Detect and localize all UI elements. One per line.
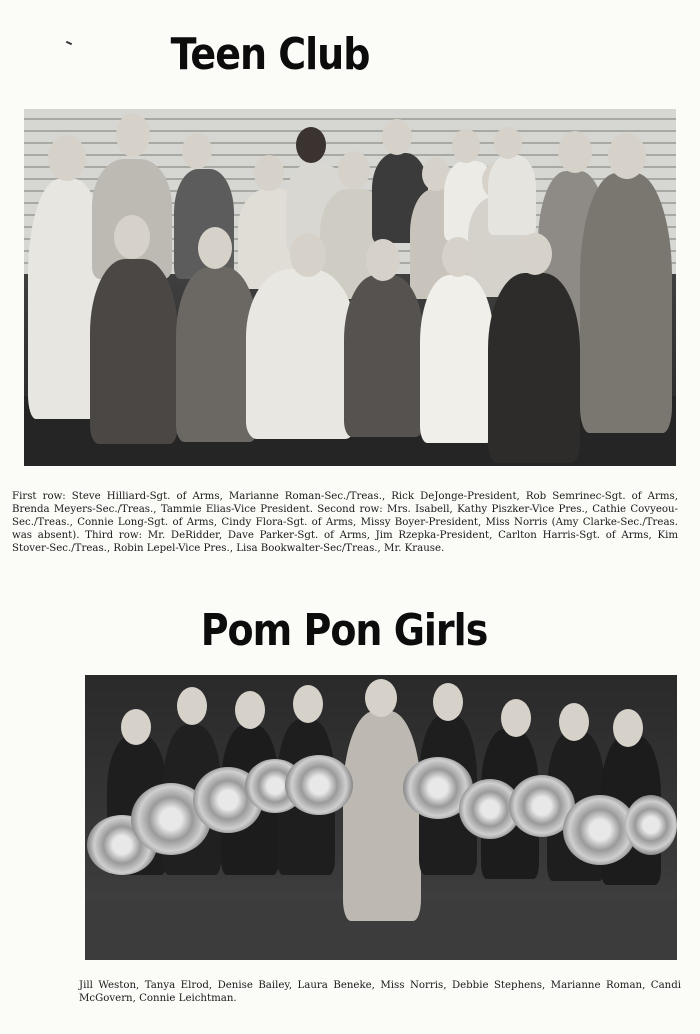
person-head bbox=[296, 127, 326, 163]
person-head bbox=[382, 119, 412, 155]
person-figure bbox=[344, 275, 424, 437]
pom-pon bbox=[625, 795, 677, 855]
person-figure bbox=[246, 269, 356, 439]
person-head bbox=[235, 691, 265, 729]
person-head bbox=[121, 709, 151, 745]
pom-pon-girls-heading: Pom Pon Girls bbox=[200, 604, 488, 656]
person-head bbox=[613, 709, 643, 747]
person-head bbox=[366, 239, 400, 281]
person-figure bbox=[343, 711, 421, 921]
pom-pon-girls-group-photo bbox=[85, 675, 677, 960]
person-head bbox=[114, 215, 150, 259]
person-figure bbox=[580, 173, 672, 433]
person-head bbox=[365, 679, 397, 717]
person-figure bbox=[90, 259, 178, 444]
person-head bbox=[442, 237, 474, 277]
person-figure bbox=[488, 155, 536, 235]
person-head bbox=[254, 155, 284, 191]
person-head bbox=[177, 687, 207, 725]
person-head bbox=[558, 131, 592, 173]
teen-club-caption: First row: Steve Hilliard-Sgt. of Arms, Marianne Roman-Sec./Treas., Rick DeJonge-President, Rob Semrinec-Sgt. of Arms, Brenda Meyers-Sec./Treas., Tammie Elias-Vice President. Second row: Mrs. Isabell, Kathy Piszker-Vice Pres., Cathie Covyeou-Sec./Treas., Connie Long-Sgt. of Arms, Cindy Flora-Sgt. of Arms, Missy Boyer-President, Miss Norris (Amy Clarke-Sec./Treas. was absent). Third row: Mr. DeRidder, Dave Parker-Sgt. of Arms, Jim Rzepka-President, Carlton Harris-Sgt. of Arms, Kim Stover-Sec./Treas., Robin Lepel-Vice Pres., Lisa Bookwalter-Sec/Treas., Mr. Krause. bbox=[12, 491, 678, 554]
person-figure bbox=[488, 273, 580, 463]
person-head bbox=[182, 133, 212, 169]
person-head bbox=[293, 685, 323, 723]
pom-pon bbox=[285, 755, 353, 815]
person-head bbox=[338, 151, 370, 189]
person-head bbox=[494, 127, 522, 159]
person-head bbox=[608, 133, 646, 179]
person-head bbox=[452, 129, 480, 163]
person-head bbox=[198, 227, 232, 269]
person-head bbox=[290, 233, 326, 277]
person-head bbox=[433, 683, 463, 721]
person-head bbox=[116, 113, 150, 157]
person-head bbox=[559, 703, 589, 741]
pom-pon-girls-caption: Jill Weston, Tanya Elrod, Denise Bailey, Laura Beneke, Miss Norris, Debbie Stephens, Marianne Roman, Candi McGovern, Connie Leichtman. bbox=[79, 980, 681, 1004]
person-head bbox=[501, 699, 531, 737]
person-head bbox=[518, 233, 552, 275]
person-head bbox=[48, 135, 86, 181]
teen-club-group-photo bbox=[24, 109, 676, 466]
teen-club-heading: Teen Club bbox=[170, 28, 370, 80]
person-figure bbox=[420, 275, 494, 443]
